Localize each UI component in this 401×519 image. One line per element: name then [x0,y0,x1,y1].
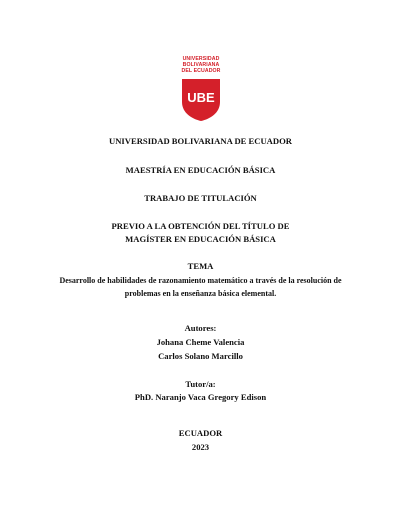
university-logo [174,56,228,122]
tutor-label: Tutor/a: [185,379,216,389]
logo-text-line3: DEL ECUADOR [181,68,221,75]
logo-acronym: UBE [187,89,215,105]
shield-icon [181,78,221,122]
author-name-1: Johana Cheme Valencia [156,337,245,347]
theme-label: TEMA [187,261,214,271]
year: 2023 [191,442,210,452]
country: ECUADOR [178,428,223,438]
theme-line-2: problemas en la enseñanza básica elemental. [124,289,277,298]
tutor-name: PhD. Naranjo Vaca Gregory Edison [134,392,267,402]
program-name: MAESTRÍA EN EDUCACIÓN BÁSICA [125,165,276,175]
logo-text-line1: UNIVERSIDAD [182,56,220,62]
university-name: UNIVERSIDAD BOLIVARIANA DE ECUADOR [109,136,292,146]
theme-line-1: Desarrollo de habilidades de razonamiento matemático a través de la resolución de [59,276,342,285]
degree-line-2: MAGÍSTER EN EDUCACIÓN BÁSICA [125,234,276,244]
author-name-2: Carlos Solano Marcillo [158,351,243,361]
logo-text-line2: BOLIVARIANA [182,62,220,69]
authors-label: Autores: [184,323,217,333]
work-type: TRABAJO DE TITULACIÓN [144,193,257,203]
degree-line-1: PREVIO A LA OBTENCIÓN DEL TÍTULO DE [111,221,290,231]
